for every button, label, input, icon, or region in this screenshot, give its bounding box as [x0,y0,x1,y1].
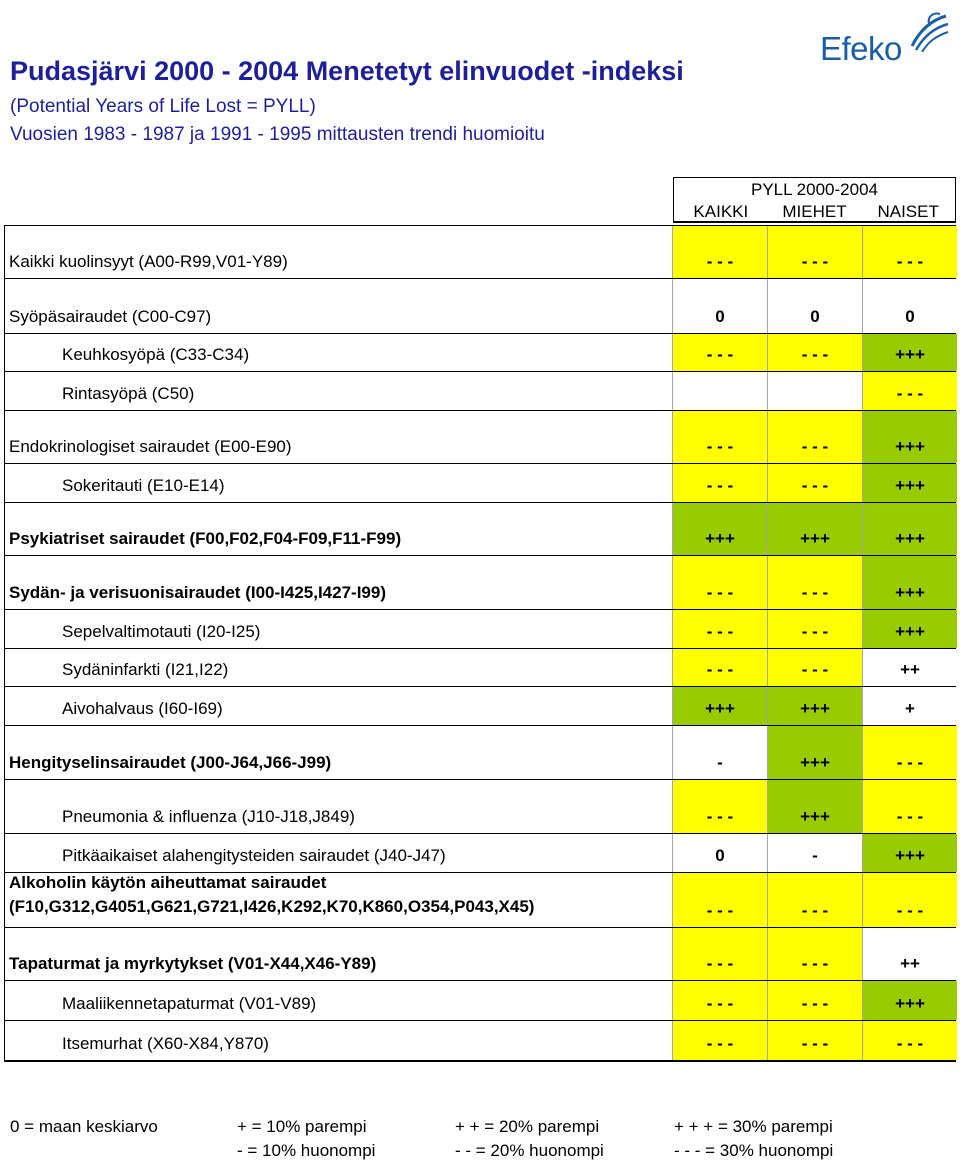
row-label-cell [5,464,670,502]
value-cell-miehet: 0 [767,279,862,333]
value-cell-kaikki: 0 [672,279,767,333]
legend-plus2: + + = 20% parempi [455,1117,600,1136]
col-naiset: NAISET [877,202,939,221]
value-cell-kaikki: - - - [672,411,767,463]
legend-plus1: + = 10% parempi [237,1117,367,1136]
row-label: Pitkäaikaiset alahengitysteiden sairaudet (J40-J47) [62,846,446,865]
value-cell-naiset: - - - [862,226,957,278]
row-label-cell [5,556,670,609]
value-cell-kaikki: 0 [672,834,767,872]
row-label: Syöpäsairaudet (C00-C97) [9,307,212,326]
row-label: Psykiatriset sairaudet (F00,F02,F04-F09,F11-F99) [9,529,402,548]
row-label-cell [5,834,670,872]
row-label: Endokrinologiset sairaudet (E00-E90) [9,437,292,456]
value-cell-kaikki: - - - [672,1021,767,1060]
table-row [5,686,955,725]
table-row [5,927,955,980]
value-cell-kaikki: - - - [672,610,767,648]
pyll-table [4,225,956,1062]
value-cell-naiset: - - - [862,726,957,779]
value-cell-naiset: - - - [862,873,957,927]
logo-swoosh-icon [906,8,950,52]
table-row [5,779,955,833]
row-label-cell [5,726,670,779]
row-label: Tapaturmat ja myrkytykset (V01-X44,X46-Y89) [9,954,377,973]
value-cell-naiset: +++ [862,464,957,502]
table-row [5,609,955,648]
logo-text: Efeko [820,30,902,67]
legend-plus3: + + + = 30% parempi [674,1117,833,1136]
row-label-cell [5,981,670,1020]
value-cell-miehet: - - - [767,610,862,648]
row-label: Kaikki kuolinsyyt (A00-R99,V01-Y89) [9,252,288,271]
value-cell-kaikki: - - - [672,780,767,833]
value-cell-naiset: +++ [862,334,957,371]
row-label: Alkoholin käytön aiheuttamat sairaudet (F10,G312,G4051,G621,G721,I426,K292,K70,K860,O354,P043,X45) [9,873,535,916]
value-cell-miehet: +++ [767,687,862,725]
row-label: Aivohalvaus (I60-I69) [62,699,223,718]
value-cell-miehet: - - - [767,226,862,278]
value-cell-kaikki: - - - [672,873,767,927]
row-label: Rintasyöpä (C50) [62,384,195,403]
value-cell-kaikki: - - - [672,928,767,980]
table-row [5,1020,955,1060]
row-label: Keuhkosyöpä (C33-C34) [62,345,250,364]
row-label: Sydäninfarkti (I21,I22) [62,660,229,679]
row-label-cell [5,503,670,555]
efeko-logo [820,8,950,70]
page-title: Pudasjärvi 2000 - 2004 Menetetyt elinvuodet -indeksi [10,56,684,86]
table-row [5,410,955,463]
value-cell-naiset: + [862,687,957,725]
row-label: Pneumonia & influenza (J10-J18,J849) [62,807,355,826]
value-cell-naiset: +++ [862,503,957,555]
table-row [5,980,955,1020]
value-cell-kaikki: - - - [672,981,767,1020]
table-header [673,177,956,223]
row-label-cell [5,610,670,648]
table-row [5,502,955,555]
value-cell-miehet: - - - [767,981,862,1020]
value-cell-naiset: +++ [862,411,957,463]
value-cell-kaikki: - - - [672,334,767,371]
row-label-cell [5,649,670,686]
value-cell-kaikki: +++ [672,687,767,725]
table-row [5,833,955,872]
value-cell-naiset: ++ [862,649,957,686]
value-cell-kaikki [672,372,767,410]
value-cell-miehet: - - - [767,556,862,609]
table-row [5,333,955,371]
value-cell-miehet: - - - [767,411,862,463]
table-row [5,463,955,502]
value-cell-naiset: ++ [862,928,957,980]
value-cell-miehet: +++ [767,503,862,555]
value-cell-miehet: - [767,834,862,872]
value-cell-kaikki: - [672,726,767,779]
value-cell-kaikki: - - - [672,556,767,609]
row-label: Sepelvaltimotauti (I20-I25) [62,622,261,641]
value-cell-miehet: - - - [767,464,862,502]
legend-minus1: - = 10% huonompi [237,1141,376,1160]
value-cell-naiset: +++ [862,834,957,872]
legend-zero: 0 = maan keskiarvo [10,1117,158,1136]
table-row [5,555,955,609]
table-row [5,278,955,333]
row-label-cell [5,334,670,371]
table-row [5,371,955,410]
row-label-cell [5,279,670,333]
value-cell-naiset: - - - [862,1021,957,1060]
legend-minus3: - - - = 30% huonompi [674,1141,834,1160]
table-header-columns [674,202,955,222]
row-label-cell [5,780,670,833]
table-row [5,648,955,686]
table-row [5,725,955,779]
value-cell-naiset: 0 [862,279,957,333]
col-kaikki: KAIKKI [693,202,749,221]
legend-minus2: - - = 20% huonompi [455,1141,604,1160]
row-label-cell [5,226,670,278]
value-cell-miehet [767,372,862,410]
value-cell-naiset: +++ [862,981,957,1020]
trend-note: Vuosien 1983 - 1987 ja 1991 - 1995 mittausten trendi huomioitu [10,124,545,145]
row-label: Sydän- ja verisuonisairaudet (I00-I425,I427-I99) [9,583,386,602]
value-cell-miehet: - - - [767,334,862,371]
value-cell-miehet: - - - [767,873,862,927]
value-cell-miehet: +++ [767,726,862,779]
row-label: Hengityselinsairaudet (J00-J64,J66-J99) [9,753,332,772]
row-label-cell [5,1021,670,1060]
value-cell-miehet: +++ [767,780,862,833]
value-cell-kaikki: - - - [672,464,767,502]
value-cell-kaikki: - - - [672,649,767,686]
value-cell-kaikki: - - - [672,226,767,278]
row-label-cell [5,928,670,980]
value-cell-miehet: - - - [767,649,862,686]
col-miehet: MIEHET [782,202,847,221]
value-cell-miehet: - - - [767,1021,862,1060]
page-subtitle: (Potential Years of Life Lost = PYLL) [10,96,316,117]
value-cell-naiset: +++ [862,556,957,609]
value-cell-kaikki: +++ [672,503,767,555]
row-label: Itsemurhat (X60-X84,Y870) [62,1034,269,1053]
row-label: Maaliikennetapaturmat (V01-V89) [62,994,317,1013]
row-label: Sokeritauti (E10-E14) [62,476,225,495]
row-label-cell [5,372,670,410]
value-cell-naiset: +++ [862,610,957,648]
value-cell-naiset: - - - [862,780,957,833]
table-header-title: PYLL 2000-2004 [751,180,878,199]
value-cell-miehet: - - - [767,928,862,980]
table-row [5,872,955,927]
row-label-cell [5,411,670,463]
row-label-cell [5,873,670,927]
row-label-cell [5,687,670,725]
table-row [5,225,955,278]
value-cell-naiset: - - - [862,372,957,410]
